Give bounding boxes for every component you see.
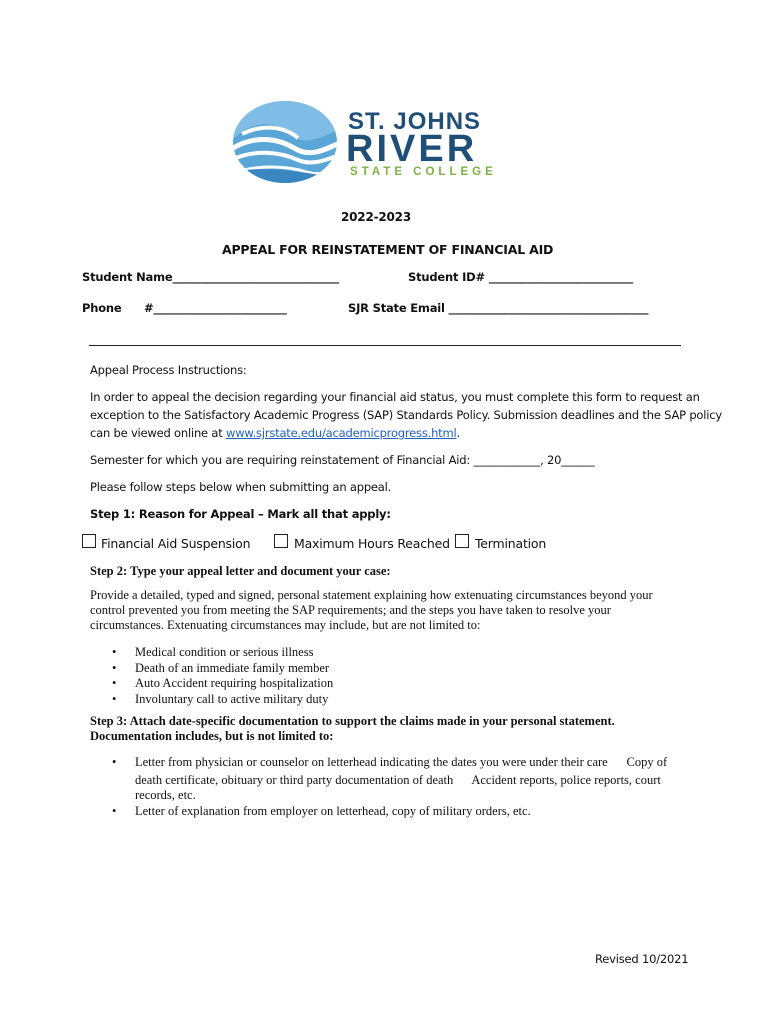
maximum-hours-reached-label: Maximum Hours Reached	[294, 536, 450, 551]
bullet-dot: •	[112, 676, 117, 690]
phone-field[interactable]: #________________________	[144, 301, 287, 315]
financial-aid-suspension-label: Financial Aid Suspension	[101, 536, 251, 551]
logo-text-river: RIVER	[346, 128, 478, 170]
bullet-dot: •	[112, 692, 117, 706]
list-item: Auto Accident requiring hospitalization	[135, 676, 334, 690]
college-logo-mark	[232, 100, 338, 189]
instructions-line3-prefix: can be viewed online at	[90, 426, 227, 440]
form-year: 2022-2023	[341, 210, 411, 224]
bullet-dot: •	[112, 661, 117, 675]
list-item: Medical condition or serious illness	[135, 645, 314, 659]
list-item: Letter of explanation from employer on letterhead, copy of military orders, etc.	[135, 804, 531, 818]
semester-field[interactable]: Semester for which you are requiring reinstatement of Financial Aid: ____________, 20______	[90, 453, 595, 467]
step2-paragraph-line2: control prevented you from meeting the SAP requirements; and the steps you have taken to resolve your	[90, 603, 611, 617]
instructions-paragraph-line1: In order to appeal the decision regarding your financial aid status, you must complete this form to request an	[90, 390, 700, 404]
step1-heading: Step 1: Reason for Appeal – Mark all that apply:	[90, 507, 391, 521]
bullet-dot: •	[112, 755, 117, 769]
step3-heading-line2: Documentation includes, but is not limited to:	[90, 729, 334, 743]
termination-checkbox[interactable]	[455, 534, 469, 548]
instructions-heading: Appeal Process Instructions:	[90, 363, 247, 377]
financial-aid-suspension-checkbox[interactable]	[82, 534, 96, 548]
maximum-hours-reached-checkbox[interactable]	[274, 534, 288, 548]
logo-text-state-college: STATE COLLEGE	[350, 166, 497, 178]
student-id-field[interactable]: Student ID# __________________________	[408, 270, 634, 284]
list-item-line1: Letter from physician or counselor on letterhead indicating the dates you were under their care Copy of	[135, 755, 668, 769]
list-item: Involuntary call to active military duty	[135, 692, 329, 706]
instructions-line3-suffix: .	[456, 426, 460, 440]
step2-paragraph-line1: Provide a detailed, typed and signed, personal statement explaining how extenuating circumstances beyond your	[90, 588, 653, 602]
student-name-field[interactable]: Student Name______________________________	[82, 270, 339, 284]
bullet-dot: •	[112, 804, 117, 818]
instructions-paragraph-line3	[90, 426, 460, 440]
revised-date: Revised 10/2021	[595, 952, 689, 966]
form-title: APPEAL FOR REINSTATEMENT OF FINANCIAL AID	[222, 242, 554, 257]
step2-heading: Step 2: Type your appeal letter and document your case:	[90, 564, 391, 578]
step2-paragraph-line3: circumstances. Extenuating circumstances may include, but are not limited to:	[90, 618, 481, 632]
logo-text-st-johns: ST. JOHNS	[348, 108, 482, 135]
divider-line	[89, 345, 681, 346]
step3-heading-line1: Step 3: Attach date-specific documentation to support the claims made in your personal statement.	[90, 714, 615, 728]
list-item-line3: records, etc.	[135, 788, 196, 802]
list-item-line2: death certificate, obituary or third party documentation of death Accident reports, police reports, court	[135, 773, 661, 787]
email-field[interactable]: SJR State Email ____________________________________	[348, 301, 649, 315]
instructions-paragraph-line2: exception to the Satisfactory Academic Progress (SAP) Standards Policy. Submission deadlines and the SAP policy	[90, 408, 722, 422]
termination-label: Termination	[475, 536, 547, 551]
list-item: Death of an immediate family member	[135, 661, 330, 675]
phone-label: Phone	[82, 301, 122, 315]
academic-progress-link[interactable]: www.sjrstate.edu/academicprogress.html	[226, 426, 457, 440]
steps-note: Please follow steps below when submitting an appeal.	[90, 480, 392, 494]
bullet-dot: •	[112, 645, 117, 659]
